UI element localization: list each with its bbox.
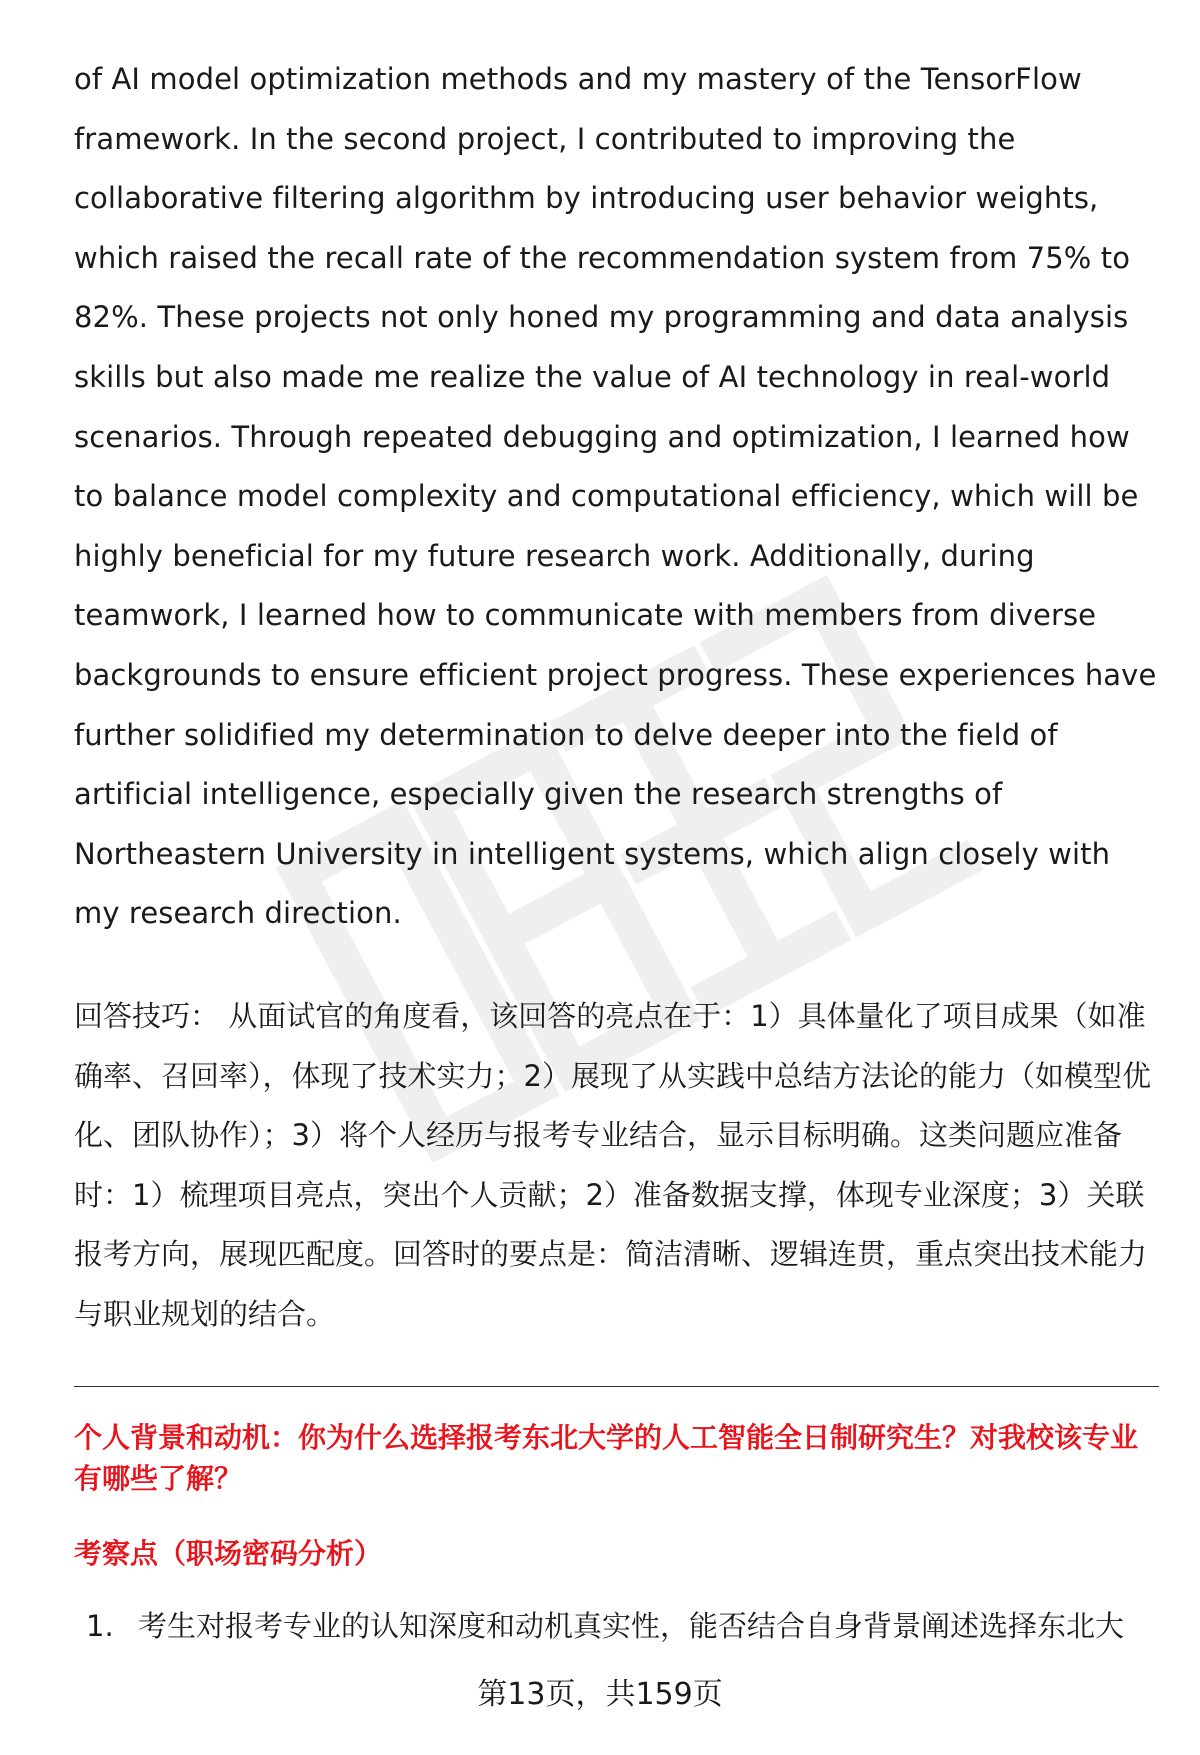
answer-paragraph: of AI model optimization methods and my mastery of the TensorFlow framework. In the second project, I contributed to improving the collaborative filtering algorithm by introducing user behavior weights, which raised the recall rate of the recommendation system from 75% to 82%. These projects not only honed my programming and data analysis skills but also made me realize the value of AI technology in real-world scenarios. Through repeated debugging and optimization, I learned how to balance model complexity and computational efficiency, which will be highly beneficial for my future research work. Additionally, during teamwork, I learned how to communicate with members from diverse backgrounds to ensure efficient project progress. These experiences have further solidified my determination to delve deeper into the field of artificial intelligence, especially given the research strengths of Northeastern University in intelligent systems, which align closely with my research direction. (74, 62, 1157, 931)
list-item-text: 考生对报考专业的认知深度和动机真实性，能否结合自身背景阐述选择东北大 (138, 1609, 1125, 1644)
section-heading: 考察点（职场密码分析） (74, 1537, 383, 1571)
section-divider (74, 1386, 1159, 1387)
page-content (74, 50, 1159, 1650)
tips-label: 回答技巧： (74, 998, 220, 1033)
assessment-list (74, 1602, 1159, 1650)
page-footer: 第13页，共159页 (477, 1677, 723, 1712)
answer-tips (74, 987, 1159, 1345)
tips-text: 从面试官的角度看，该回答的亮点在于：1）具体量化了项目成果（如准确率、召回率），体现了技术实力；2）展现了从实践中总结方法论的能力（如模型优化、团队协作）；3）将个人经历与报考专业结合，显示目标明确。这类问题应准备时：1）梳理项目亮点，突出个人贡献；2）准备数据支撑，体现专业深度；3）关联报考方向，展现匹配度。回答时的要点是：简洁清晰、逻辑连贯，重点突出技术能力与职业规划的结合。 (74, 998, 1151, 1331)
question-title: 个人背景和动机：你为什么选择报考东北大学的人工智能全日制研究生？对我校该专业有哪些了解？ (74, 1421, 1139, 1496)
list-item-number: 1. (86, 1609, 114, 1644)
list-item (74, 1602, 1159, 1650)
